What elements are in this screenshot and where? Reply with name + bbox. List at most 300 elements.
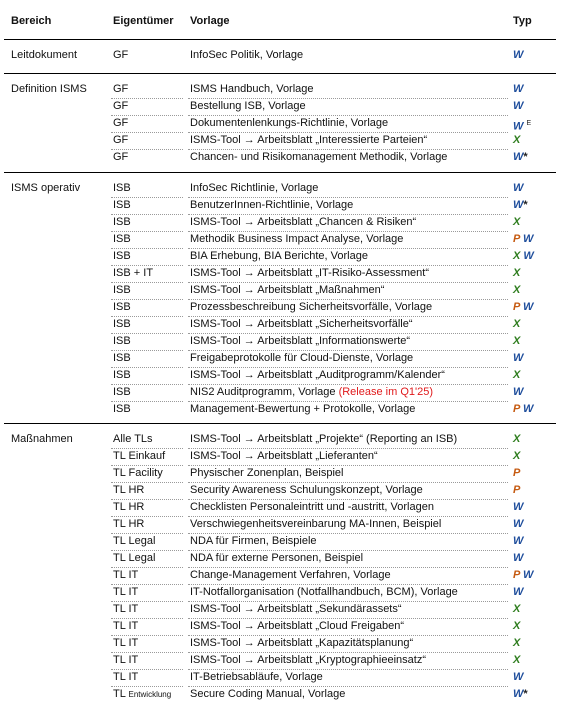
template-cell: [190, 132, 427, 149]
section-area: Leitdokument: [11, 49, 78, 61]
template-cell: [190, 265, 429, 282]
row-divider: [188, 516, 508, 517]
template-text: BIA Erhebung, BIA Berichte, Vorlage: [190, 250, 368, 262]
type-cell: [513, 132, 520, 149]
template-text: IT-Betriebsabläufe, Vorlage: [190, 671, 323, 683]
type-letter: W: [513, 501, 524, 513]
template-cell: [190, 47, 303, 64]
template-cell: [190, 401, 415, 418]
table-row: [0, 669, 565, 686]
template-cell: [190, 333, 410, 350]
template-text: Bestellung ISB, Vorlage: [190, 100, 306, 112]
row-divider: [111, 635, 183, 636]
type-cell: [513, 635, 520, 652]
template-text: Verschwiegenheitsvereinbarung MA-Innen, Beispiel: [190, 518, 442, 530]
type-letter: W: [513, 518, 524, 530]
owner-cell: ISB: [113, 250, 131, 262]
table-row: [0, 499, 565, 516]
type-cell: [513, 601, 520, 618]
owner-cell: ISB: [113, 352, 131, 364]
table-row: [0, 197, 565, 214]
type-letter: X: [513, 267, 521, 279]
type-cell: [513, 401, 533, 418]
type-cell: [513, 669, 523, 686]
type-letter: W: [523, 250, 534, 262]
row-divider: [188, 465, 508, 466]
table-row: [0, 516, 565, 533]
type-letter: W: [513, 199, 524, 211]
template-cell: [190, 618, 404, 635]
type-star: *: [523, 151, 528, 163]
template-text: ISMS-Tool → Arbeitsblatt „Auditprogramm/Kalender“: [190, 369, 445, 381]
owner-cell: ISB: [113, 318, 131, 330]
row-divider: [188, 584, 508, 585]
template-cell: [190, 448, 378, 465]
owner-cell: TL HR: [113, 501, 145, 513]
owner-cell: ISB: [113, 182, 131, 194]
owner-cell: TL IT: [113, 603, 139, 615]
row-divider: [111, 149, 183, 150]
type-letter: X: [513, 134, 521, 146]
table-row: [0, 482, 565, 499]
type-letter: P: [513, 467, 521, 479]
table-row: [0, 180, 565, 197]
row-divider: [188, 448, 508, 449]
type-cell: [513, 299, 533, 316]
type-cell: [513, 384, 523, 401]
owner-cell: GF: [113, 117, 129, 129]
table-row: [0, 98, 565, 115]
template-cell: [190, 367, 445, 384]
owner-cell: Alle TLs: [113, 433, 153, 445]
type-letter: W: [513, 552, 524, 564]
row-divider: [111, 669, 183, 670]
type-letter: W: [513, 386, 524, 398]
table-row: [0, 618, 565, 635]
table-row: [0, 550, 565, 567]
template-cell: [190, 316, 413, 333]
template-cell: [190, 231, 403, 248]
row-divider: [188, 652, 508, 653]
row-divider: [111, 299, 183, 300]
row-divider: [188, 333, 508, 334]
template-cell: [190, 384, 433, 401]
type-letter: X: [513, 603, 521, 615]
row-divider: [188, 384, 508, 385]
row-divider: [111, 567, 183, 568]
row-divider: [188, 316, 508, 317]
type-letter: W: [523, 569, 534, 581]
table-row: [0, 584, 565, 601]
table-row: [0, 299, 565, 316]
template-text: Change-Management Verfahren, Vorlage: [190, 569, 391, 581]
template-text: ISMS-Tool → Arbeitsblatt „Kryptographieeinsatz“: [190, 654, 426, 666]
template-text: Checklisten Personaleintritt und -austritt, Vorlagen: [190, 501, 434, 513]
table-row: [0, 214, 565, 231]
owner-cell: TL Legal: [113, 552, 156, 564]
section-separator: [4, 39, 556, 40]
type-cell: [513, 533, 523, 550]
template-cell: [190, 98, 306, 115]
type-letter: W: [513, 151, 524, 163]
row-divider: [188, 635, 508, 636]
template-cell: [190, 533, 317, 550]
type-cell: [513, 584, 523, 601]
row-divider: [188, 482, 508, 483]
table-row: [0, 448, 565, 465]
template-cell: [190, 550, 363, 567]
row-divider: [111, 132, 183, 133]
type-cell: [513, 197, 528, 214]
section-separator: [4, 172, 556, 173]
table-row: [0, 533, 565, 550]
template-text: ISMS-Tool → Arbeitsblatt „Kapazitätsplanung“: [190, 637, 414, 649]
template-cell: [190, 299, 432, 316]
row-divider: [111, 367, 183, 368]
type-letter: X: [513, 216, 521, 228]
row-divider: [111, 652, 183, 653]
row-divider: [111, 516, 183, 517]
template-text: ISMS Handbuch, Vorlage: [190, 83, 314, 95]
row-divider: [188, 265, 508, 266]
row-divider: [111, 401, 183, 402]
owner-cell: ISB: [113, 216, 131, 228]
row-divider: [188, 550, 508, 551]
owner-cell: ISB: [113, 233, 131, 245]
row-divider: [188, 248, 508, 249]
owner-cell: GF: [113, 83, 129, 95]
section-separator: [4, 423, 556, 424]
template-cell: [190, 197, 353, 214]
template-cell: [190, 584, 458, 601]
type-cell: [513, 367, 520, 384]
table-row: [0, 652, 565, 669]
template-cell: [190, 482, 423, 499]
type-letter: W: [513, 586, 524, 598]
type-letter: X: [513, 637, 521, 649]
row-divider: [111, 686, 183, 687]
row-divider: [188, 214, 508, 215]
row-divider: [111, 98, 183, 99]
type-letter: W: [513, 688, 524, 700]
row-divider: [111, 465, 183, 466]
template-cell: [190, 686, 345, 703]
type-cell: [513, 516, 523, 533]
table-row: [0, 282, 565, 299]
type-cell: [513, 81, 523, 98]
template-text: ISMS-Tool → Arbeitsblatt „Informationswerte“: [190, 335, 411, 347]
row-divider: [111, 384, 183, 385]
table-row: [0, 350, 565, 367]
template-cell: [190, 652, 426, 669]
type-cell: [513, 550, 523, 567]
template-text: ISMS-Tool → Arbeitsblatt „Sicherheitsvorfälle“: [190, 318, 413, 330]
row-divider: [111, 214, 183, 215]
row-divider: [188, 197, 508, 198]
table-row: [0, 265, 565, 282]
row-divider: [111, 533, 183, 534]
row-divider: [111, 584, 183, 585]
type-cell: [513, 316, 520, 333]
type-cell: [513, 282, 520, 299]
type-letter: W: [513, 120, 524, 133]
template-cell: [190, 465, 343, 482]
template-text: ISMS-Tool → Arbeitsblatt „Sekundärassets“: [190, 603, 402, 615]
table-row: [0, 149, 565, 166]
template-text: Prozessbeschreibung Sicherheitsvorfälle, Vorlage: [190, 301, 433, 313]
type-letter: P: [513, 233, 520, 245]
type-cell: [513, 248, 534, 265]
type-letter: X: [513, 433, 521, 445]
owner-cell: TL IT: [113, 620, 139, 632]
owner-cell: ISB: [113, 284, 131, 296]
table-row: [0, 248, 565, 265]
type-letter: W: [513, 352, 524, 364]
template-text: NDA für externe Personen, Beispiel: [190, 552, 364, 564]
row-divider: [188, 282, 508, 283]
template-cell: [190, 567, 391, 584]
owner-cell: TL HR: [113, 518, 145, 530]
release-note: (Release im Q1'25): [338, 386, 433, 398]
table-row: [0, 231, 565, 248]
header-owner: Eigentümer: [113, 15, 174, 27]
template-text: ISMS-Tool → Arbeitsblatt „Lieferanten“: [190, 450, 378, 462]
table-row: [0, 333, 565, 350]
row-divider: [188, 686, 508, 687]
template-text: Freigabeprotokolle für Cloud-Dienste, Vorlage: [190, 352, 414, 364]
table-row: [0, 686, 565, 703]
section-area: ISMS operativ: [11, 182, 81, 194]
table-row: [0, 132, 565, 149]
row-divider: [111, 350, 183, 351]
type-letter: X: [513, 620, 521, 632]
type-letter: X: [513, 318, 521, 330]
row-divider: [188, 231, 508, 232]
header-type: Typ: [513, 15, 532, 27]
row-divider: [111, 231, 183, 232]
template-text: ISMS-Tool → Arbeitsblatt „Projekte“ (Reporting an ISB): [190, 433, 458, 445]
row-divider: [188, 499, 508, 500]
template-text: IT-Notfallorganisation (Notfallhandbuch, BCM), Vorlage: [190, 586, 458, 598]
owner-cell: ISB: [113, 335, 131, 347]
row-divider: [188, 299, 508, 300]
template-cell: [190, 115, 388, 132]
template-text: Security Awareness Schulungskonzept, Vorlage: [190, 484, 423, 496]
template-text: Management-Bewertung + Protokolle, Vorlage: [190, 403, 416, 415]
type-cell: [513, 465, 520, 482]
row-divider: [111, 550, 183, 551]
owner-cell: ISB: [113, 403, 131, 415]
template-cell: [190, 601, 402, 618]
row-divider: [188, 618, 508, 619]
type-cell: [513, 98, 523, 115]
row-divider: [111, 448, 183, 449]
owner-cell: GF: [113, 100, 129, 112]
type-cell: [513, 431, 520, 448]
type-letter: X: [513, 369, 521, 381]
owner-cell: GF: [113, 134, 129, 146]
table-row: [0, 384, 565, 401]
type-cell: [513, 47, 523, 64]
type-letter: P: [513, 484, 521, 496]
row-divider: [188, 98, 508, 99]
type-letter: W: [513, 49, 524, 61]
row-divider: [188, 149, 508, 150]
row-divider: [111, 333, 183, 334]
type-cell: [513, 499, 523, 516]
row-divider: [111, 197, 183, 198]
template-cell: [190, 499, 434, 516]
template-text: Chancen- und Risikomanagement Methodik, Vorlage: [190, 151, 448, 163]
type-cell: [513, 448, 520, 465]
row-divider: [188, 132, 508, 133]
row-divider: [111, 265, 183, 266]
template-text: Dokumentenlenkungs-Richtlinie, Vorlage: [190, 117, 389, 129]
template-cell: [190, 516, 441, 533]
type-cell: [513, 686, 528, 703]
template-cell: [190, 149, 447, 166]
owner-cell: TL HR: [113, 484, 145, 496]
owner-cell: TL Facility: [113, 467, 163, 479]
row-divider: [188, 367, 508, 368]
type-cell: [513, 652, 520, 669]
type-letter: W: [523, 403, 534, 415]
owner-cell: TL IT: [113, 654, 139, 666]
type-cell: [513, 618, 520, 635]
clipped-title-strip: [0, 0, 565, 5]
table-row: [0, 431, 565, 448]
table-row: [0, 367, 565, 384]
header-row: [0, 13, 565, 30]
row-divider: [111, 499, 183, 500]
type-letter: W: [523, 233, 534, 245]
row-divider: [188, 669, 508, 670]
row-divider: [111, 482, 183, 483]
row-divider: [188, 533, 508, 534]
type-letter: W: [513, 535, 524, 547]
owner-cell: ISB: [113, 369, 131, 381]
type-cell: [513, 567, 533, 584]
type-letter: X: [513, 335, 521, 347]
template-text: InfoSec Richtlinie, Vorlage: [190, 182, 319, 194]
section-area: Definition ISMS: [11, 83, 87, 95]
owner-cell: ISB: [113, 386, 131, 398]
section-area: Maßnahmen: [11, 433, 73, 445]
table-row: [0, 567, 565, 584]
type-star: *: [523, 199, 528, 211]
template-text: Methodik Business Impact Analyse, Vorlage: [190, 233, 404, 245]
template-text: NDA für Firmen, Beispiele: [190, 535, 317, 547]
template-cell: [190, 282, 384, 299]
type-letter: X: [513, 654, 521, 666]
type-cell: [513, 350, 523, 367]
table-row: [0, 316, 565, 333]
type-letter: W: [513, 671, 524, 683]
type-cell: [513, 333, 520, 350]
template-text: Secure Coding Manual, Vorlage: [190, 688, 346, 700]
type-cell: [513, 482, 520, 499]
table-row: [0, 635, 565, 652]
row-divider: [111, 282, 183, 283]
template-text: ISMS-Tool → Arbeitsblatt „Cloud Freigaben“: [190, 620, 404, 632]
type-cell: [513, 149, 528, 166]
owner-cell: GF: [113, 49, 129, 61]
type-letter: W: [513, 100, 524, 112]
table-row: [0, 115, 565, 132]
owner-cell: ISB: [113, 199, 131, 211]
owner-cell: TL Legal: [113, 535, 156, 547]
section-separator: [4, 73, 556, 74]
type-star: *: [523, 688, 528, 700]
template-text: NIS2 Auditprogramm, Vorlage: [190, 386, 339, 398]
template-text: ISMS-Tool → Arbeitsblatt „IT-Risiko-Assessment“: [190, 267, 430, 279]
row-divider: [111, 115, 183, 116]
table-row: [0, 81, 565, 98]
owner-cell: TL IT: [113, 569, 139, 581]
owner-cell: GF: [113, 151, 129, 163]
template-text: Physischer Zonenplan, Beispiel: [190, 467, 344, 479]
type-letter: P: [513, 569, 520, 581]
template-cell: [190, 350, 413, 367]
type-letter: W: [513, 182, 524, 194]
owner-cell: TL IT: [113, 586, 139, 598]
type-cell: [513, 265, 520, 282]
owner-cell: TL IT: [113, 671, 139, 683]
template-cell: [190, 180, 318, 197]
row-divider: [111, 601, 183, 602]
owner-cell: TL Entwicklung: [113, 688, 172, 700]
type-cell: [513, 214, 520, 231]
row-divider: [111, 248, 183, 249]
row-divider: [188, 350, 508, 351]
type-letter: X: [513, 284, 521, 296]
template-cell: [190, 81, 314, 98]
table-row: [0, 47, 565, 64]
owner-subtitle: Entwicklung: [128, 690, 172, 699]
row-divider: [188, 401, 508, 402]
template-cell: [190, 635, 413, 652]
template-cell: [190, 669, 323, 686]
type-letter: P: [513, 403, 520, 415]
template-cell: [190, 248, 368, 265]
type-cell: [513, 231, 533, 248]
owner-cell: ISB + IT: [113, 267, 154, 279]
type-cell: [513, 180, 523, 197]
row-divider: [188, 601, 508, 602]
template-cell: [190, 431, 457, 448]
header-area: Bereich: [11, 15, 52, 27]
template-text: ISMS-Tool → Arbeitsblatt „Maßnahmen“: [190, 284, 385, 296]
template-text: InfoSec Politik, Vorlage: [190, 49, 304, 61]
row-divider: [188, 567, 508, 568]
template-text: ISMS-Tool → Arbeitsblatt „Interessierte Parteien“: [190, 134, 428, 146]
owner-cell: TL Einkauf: [113, 450, 166, 462]
row-divider: [188, 115, 508, 116]
type-letter: P: [513, 301, 520, 313]
table-row: [0, 601, 565, 618]
template-cell: [190, 214, 416, 231]
header-template: Vorlage: [190, 15, 230, 27]
type-mark: E: [526, 120, 532, 127]
table-row: [0, 465, 565, 482]
row-divider: [111, 316, 183, 317]
template-text: ISMS-Tool → Arbeitsblatt „Chancen & Risiken“: [190, 216, 417, 228]
type-letter: W: [523, 301, 534, 313]
owner-cell: TL IT: [113, 637, 139, 649]
type-letter: W: [513, 83, 524, 95]
owner-cell: ISB: [113, 301, 131, 313]
template-text: BenutzerInnen-Richtlinie, Vorlage: [190, 199, 354, 211]
